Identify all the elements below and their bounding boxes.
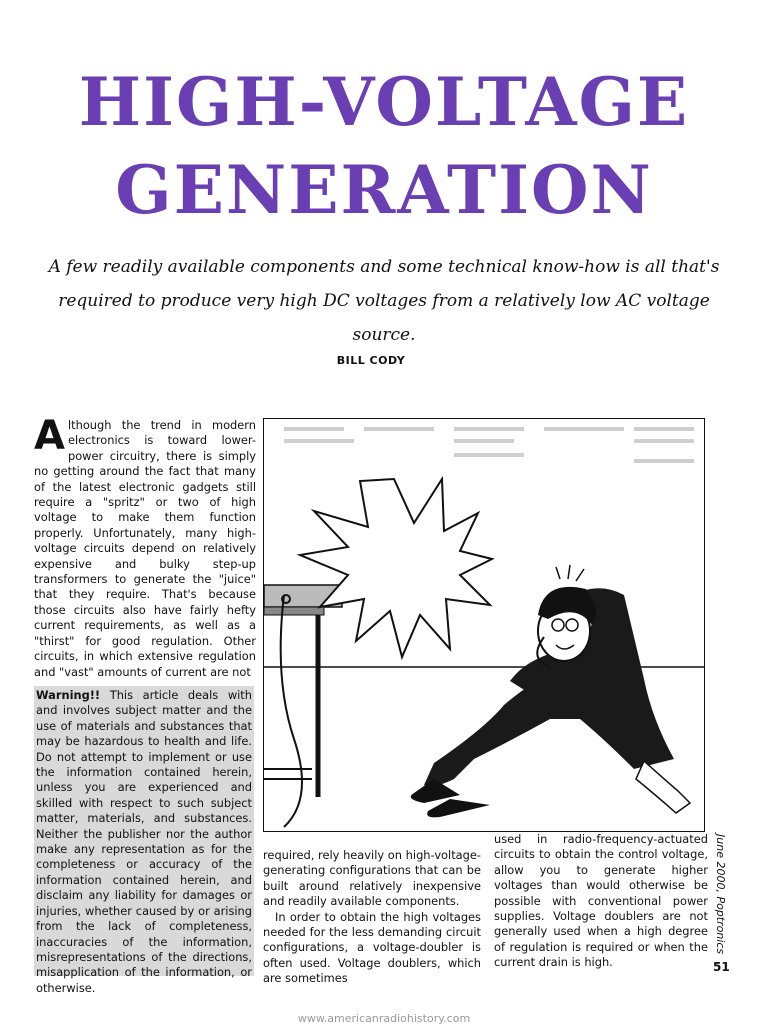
body-column-2 (263, 848, 481, 987)
cartoon-shocked-man-image (264, 419, 704, 831)
warning-text: This article deals with and involves subject matter and the use of materials and substances that may be hazardous to health and life. Do not attempt to implement or use the information contained herein, unless you are experienced and skilled with respect to such subject matter, materials, and substances. Neither the publisher nor the author make any representation as for the completeness or accuracy of the information contained herein, and disclaim any liability for damages or injuries, whether caused by or arising from the lack of completeness, inaccuracies of the information, misrepresentations of the directions, misapplication of the information, or otherwise. (36, 688, 252, 995)
footer-url[interactable]: www.americanradiohistory.com (297, 1012, 471, 1025)
subtitle: A few readily available components and some technical know-how is all that's required to produce very high DC voltages from a relatively low AC voltage source. (48, 257, 720, 345)
title-line-1: HIGH-VOLTAGE (78, 63, 690, 141)
cartoon-illustration (263, 418, 705, 832)
issue-sidebar (713, 834, 727, 955)
col1-text: lthough the trend in modern electronics is toward lower-power circuitry, there is simply no getting around the fact that many of the latest electronic gadgets still require a "spritz" or two of high voltage to make them function properly. Unfortunately, many high-voltage circuits depend on relatively expensive and bulky step-up transformers to generate the "juice" that they require. That's because those circuits also have fairly hefty current requirements, as well as a "thirst" for good regulation. Other circuits, in which extensive regulation and "vast" amounts of current are not (34, 418, 256, 679)
body-column-3 (494, 832, 708, 971)
title-line-2: GENERATION (115, 151, 653, 229)
warning-label: Warning!! (36, 688, 101, 702)
col2-paragraph-1: required, rely heavily on high-voltage-generating configurations that can be built around relatively inexpensive and readily available components. (263, 848, 481, 909)
author: BILL CODY (336, 354, 406, 367)
page-number: 51 (713, 960, 730, 974)
col2-paragraph-2: In order to obtain the high voltages needed for the less demanding circuit configurations, a voltage-doubler is often used. Voltage doublers, which are sometimes (263, 909, 481, 986)
body-column-1 (34, 413, 256, 680)
issue-label: June 2000, Poptronics (714, 834, 727, 955)
warning-box (34, 686, 254, 995)
drop-cap: A (34, 413, 65, 459)
col3-paragraph-1: used in radio-frequency-actuated circuits to obtain the control voltage, allow you to generate higher voltages than would otherwise be possible with conventional power supplies. Voltage doublers are not generally used when a high degree of regulation is required or when the current drain is high. (494, 832, 708, 970)
